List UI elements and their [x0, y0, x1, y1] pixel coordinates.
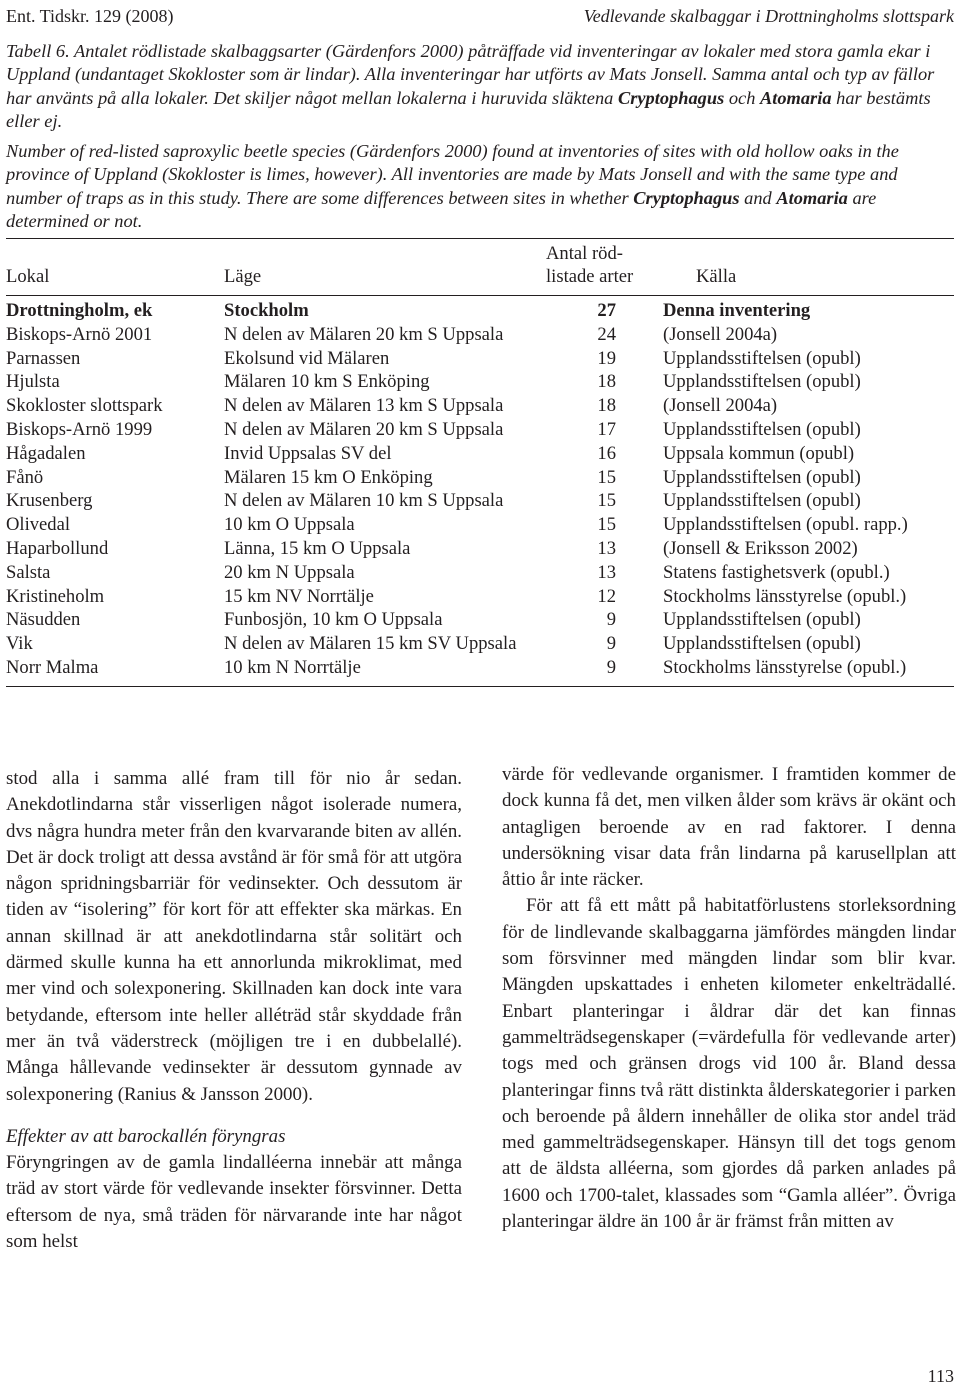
- body-column-right: [502, 762, 956, 1235]
- cell-antal: 18: [597, 395, 616, 417]
- cell-lage: N delen av Mälaren 20 km S Uppsala: [224, 418, 504, 440]
- table-row: [6, 323, 954, 347]
- running-title: Vedlevande skalbaggar i Drottningholms slottspark: [583, 6, 954, 26]
- genus-name: Atomaria: [759, 87, 832, 108]
- cell-kalla: (Jonsell 2004a): [663, 395, 778, 417]
- cell-lokal: Fånö: [6, 466, 44, 488]
- cell-lage: Stockholm: [224, 300, 309, 321]
- body-paragraph: stod alla i samma allé fram till för nio år sedan. Anekdotlindarna står visserligen något isolerade numera, dvs några hundra meter från den kvarvarande biten av allén. Det är dock troligt att dessa avstånd är för små för att utgöra någon spridningsbarriär för vedinsekter. Och dessutom är tiden av “isolering” för kort för att effekter ska märkas. En annan skillnad är att anekdotlindarna står solitärt och därmed skulle kunna ha ett annorlunda mikroklimat, med mer vind och solexponering. Skillnaden kan dock inte vara betydande, eftersom inte heller alléträd står skyddade från mer än två väderstreck (möjligen tre i en dubbelallé). Många hållevande vedinsekter är dessutom gynnade av solexponering (Ranius & Jansson 2000).: [6, 768, 462, 1105]
- cell-lokal: Hjulsta: [6, 371, 60, 393]
- caption-text: are determined or not.: [6, 187, 877, 231]
- cell-antal: 13: [597, 537, 616, 559]
- table-row: [6, 513, 954, 537]
- cell-lage: Länna, 15 km O Uppsala: [224, 537, 411, 559]
- cell-kalla: (Jonsell & Eriksson 2002): [663, 537, 858, 559]
- cell-lokal: Krusenberg: [6, 490, 93, 512]
- cell-lage: 10 km N Norrtälje: [224, 656, 361, 678]
- body-paragraph: Föryngringen av de gamla lindalléerna innebär att många träd av stort värde för vedlevande insekter försvinner. Detta eftersom de nya, små träden för närvarande inte har något som helst: [6, 1152, 462, 1253]
- cell-kalla: Upplandsstiftelsen (opubl): [663, 347, 861, 369]
- cell-lage: Ekolsund vid Mälaren: [224, 347, 390, 369]
- cell-antal: 15: [597, 466, 616, 488]
- table-header-rule: [6, 295, 954, 296]
- cell-lokal: Hågadalen: [6, 442, 86, 464]
- cell-lokal: Olivedal: [6, 514, 71, 536]
- genus-name: Cryptophagus: [633, 187, 740, 208]
- caption-text: och: [724, 87, 760, 108]
- cell-lokal: Drottningholm, ek: [6, 300, 153, 321]
- body-paragraph: För att få ett mått på habitatförlustens storleksordning för de lindlevande skalbaggarna jämfördes mängden lindar som försvinner med mängden lindar som blir kvar. Mängden upskattades i enheten kilometer enkelträdallé. Enbart planteringar i åldrar där det kan finnas gammelträdsegenskaper (=värdefulla för vedlevande arter) togs med och gränsen drogs vid 100 år. Bland dessa planteringar finns två rätt distinkta ålderskategorier i parken och beroende på åldern innehåller de olika stor andel träd med gammelträdsegenskaper. Hänsyn till det togs genom att de äldsta alléerna, som gjordes då parken anlades på 1600 och 1700-talet, klassades som “Gamla alléer”. Övriga planteringar äldre än 100 år är främst från mitten av: [502, 895, 956, 1233]
- cell-lage: Invid Uppsalas SV del: [224, 442, 392, 464]
- table-row: [6, 299, 954, 323]
- table-row: [6, 656, 954, 680]
- table-row: [6, 394, 954, 418]
- cell-lage: N delen av Mälaren 13 km S Uppsala: [224, 395, 504, 417]
- cell-kalla: Denna inventering: [663, 300, 811, 321]
- cell-kalla: Stockholms länsstyrelse (opubl.): [663, 656, 907, 678]
- cell-lokal: Haparbollund: [6, 537, 109, 559]
- header-antal-line2: listade arter: [546, 266, 634, 287]
- table-row: [6, 418, 954, 442]
- table-row: [6, 347, 954, 371]
- cell-kalla: Statens fastighetsverk (opubl.): [663, 561, 890, 583]
- cell-kalla: Upplandsstiftelsen (opubl): [663, 466, 861, 488]
- cell-kalla: Stockholms länsstyrelse (opubl.): [663, 585, 907, 607]
- cell-antal: 27: [597, 300, 616, 321]
- table-body: [6, 299, 954, 680]
- cell-kalla: Upplandsstiftelsen (opubl. rapp.): [663, 514, 908, 536]
- cell-antal: 16: [597, 442, 616, 464]
- caption-text: har bestämts eller ej.: [6, 87, 931, 131]
- table-row: [6, 561, 954, 585]
- cell-kalla: Upplandsstiftelsen (opubl): [663, 418, 861, 440]
- table-top-rule: [6, 238, 954, 239]
- cell-antal: 19: [597, 347, 616, 369]
- cell-lokal: Parnassen: [6, 347, 81, 369]
- cell-kalla: Upplandsstiftelsen (opubl): [663, 371, 861, 393]
- table-caption-swedish: [6, 40, 954, 133]
- cell-kalla: Upplandsstiftelsen (opubl): [663, 633, 861, 655]
- table-row: [6, 466, 954, 490]
- cell-antal: 9: [606, 633, 616, 655]
- table-row: [6, 442, 954, 466]
- cell-antal: 24: [597, 323, 616, 345]
- cell-lokal: Skokloster slottspark: [6, 395, 163, 417]
- cell-lage: N delen av Mälaren 10 km S Uppsala: [224, 490, 504, 512]
- cell-lage: Mälaren 15 km O Enköping: [224, 466, 433, 488]
- header-lage: Läge: [224, 266, 262, 287]
- header-lokal: Lokal: [6, 266, 50, 287]
- journal-citation: Ent. Tidskr. 129 (2008): [6, 6, 174, 26]
- table-bottom-rule: [6, 686, 954, 687]
- cell-antal: 18: [597, 371, 616, 393]
- header-kalla: Källa: [696, 266, 737, 287]
- cell-lage: N delen av Mälaren 15 km SV Uppsala: [224, 633, 517, 655]
- cell-lage: 10 km O Uppsala: [224, 514, 355, 536]
- cell-antal: 9: [606, 609, 616, 631]
- cell-antal: 15: [597, 514, 616, 536]
- cell-kalla: Upplandsstiftelsen (opubl): [663, 490, 861, 512]
- table-row: [6, 537, 954, 561]
- cell-antal: 12: [597, 585, 616, 607]
- body-paragraph: värde för vedlevande organismer. I framtiden kommer de dock kunna få det, men vilken ålder som krävs är okänt och antagligen beroende av en rad faktorer. I denna undersökning visar data från lindarna på karusellplan att åttio år inte räcker.: [502, 764, 956, 891]
- cell-lokal: Biskops-Arnö 1999: [6, 418, 153, 440]
- genus-name: Cryptophagus: [617, 87, 725, 108]
- cell-lage: Funbosjön, 10 km O Uppsala: [224, 609, 443, 631]
- table-row: [6, 370, 954, 394]
- cell-lokal: Biskops-Arnö 2001: [6, 323, 153, 345]
- cell-lokal: Vik: [6, 633, 33, 655]
- cell-lage: Mälaren 10 km S Enköping: [224, 371, 430, 393]
- cell-lage: N delen av Mälaren 20 km S Uppsala: [224, 323, 504, 345]
- header-antal: [546, 242, 633, 288]
- cell-kalla: Uppsala kommun (opubl): [663, 442, 855, 464]
- table-header: [6, 244, 954, 292]
- table-row: [6, 489, 954, 513]
- running-header: [6, 6, 954, 28]
- table-row: [6, 585, 954, 609]
- cell-lage: 15 km NV Norrtälje: [224, 585, 374, 607]
- cell-lokal: Norr Malma: [6, 656, 99, 678]
- cell-kalla: Upplandsstiftelsen (opubl): [663, 609, 861, 631]
- cell-kalla: (Jonsell 2004a): [663, 323, 778, 345]
- cell-lage: 20 km N Uppsala: [224, 561, 355, 583]
- page-number: 113: [927, 1366, 954, 1386]
- section-heading: Effekter av att barockallén föryngras: [6, 1125, 286, 1147]
- table-caption-english: [6, 140, 954, 233]
- caption-text: Tabell 6. Antalet rödlistade skalbaggsarter (Gärdenfors 2000) påträffade vid inventeringar av lokaler med stora gamla ekar i Uppland (undantaget Skokloster som är lindar). Alla inventeringar har utförts av Mats Jonsell. Samma antal och typ av fällor har använts på alla lokaler. Det skiljer något mellan lokalerna i huruvida släktena: [6, 41, 935, 108]
- genus-name: Atomaria: [776, 187, 848, 208]
- table-row: [6, 608, 954, 632]
- cell-lokal: Salsta: [6, 561, 51, 583]
- cell-lokal: Kristineholm: [6, 585, 105, 607]
- table-row: [6, 632, 954, 656]
- header-antal-line1: Antal röd-: [546, 243, 623, 264]
- caption-text: and: [739, 187, 777, 208]
- cell-antal: 9: [606, 656, 616, 678]
- body-column-left: [6, 766, 462, 1255]
- cell-lokal: Näsudden: [6, 609, 81, 631]
- caption-text: Number of red-listed saproxylic beetle species (Gärdenfors 2000) found at inventories of sites with old hollow oaks in the province of Uppland (Skokloster is limes, however). All inventories are made by Mats Jonsell and with the same type and number of traps as in this study. There are some differences between sites in whether: [6, 141, 899, 208]
- cell-antal: 15: [597, 490, 616, 512]
- cell-antal: 13: [597, 561, 616, 583]
- cell-antal: 17: [597, 418, 616, 440]
